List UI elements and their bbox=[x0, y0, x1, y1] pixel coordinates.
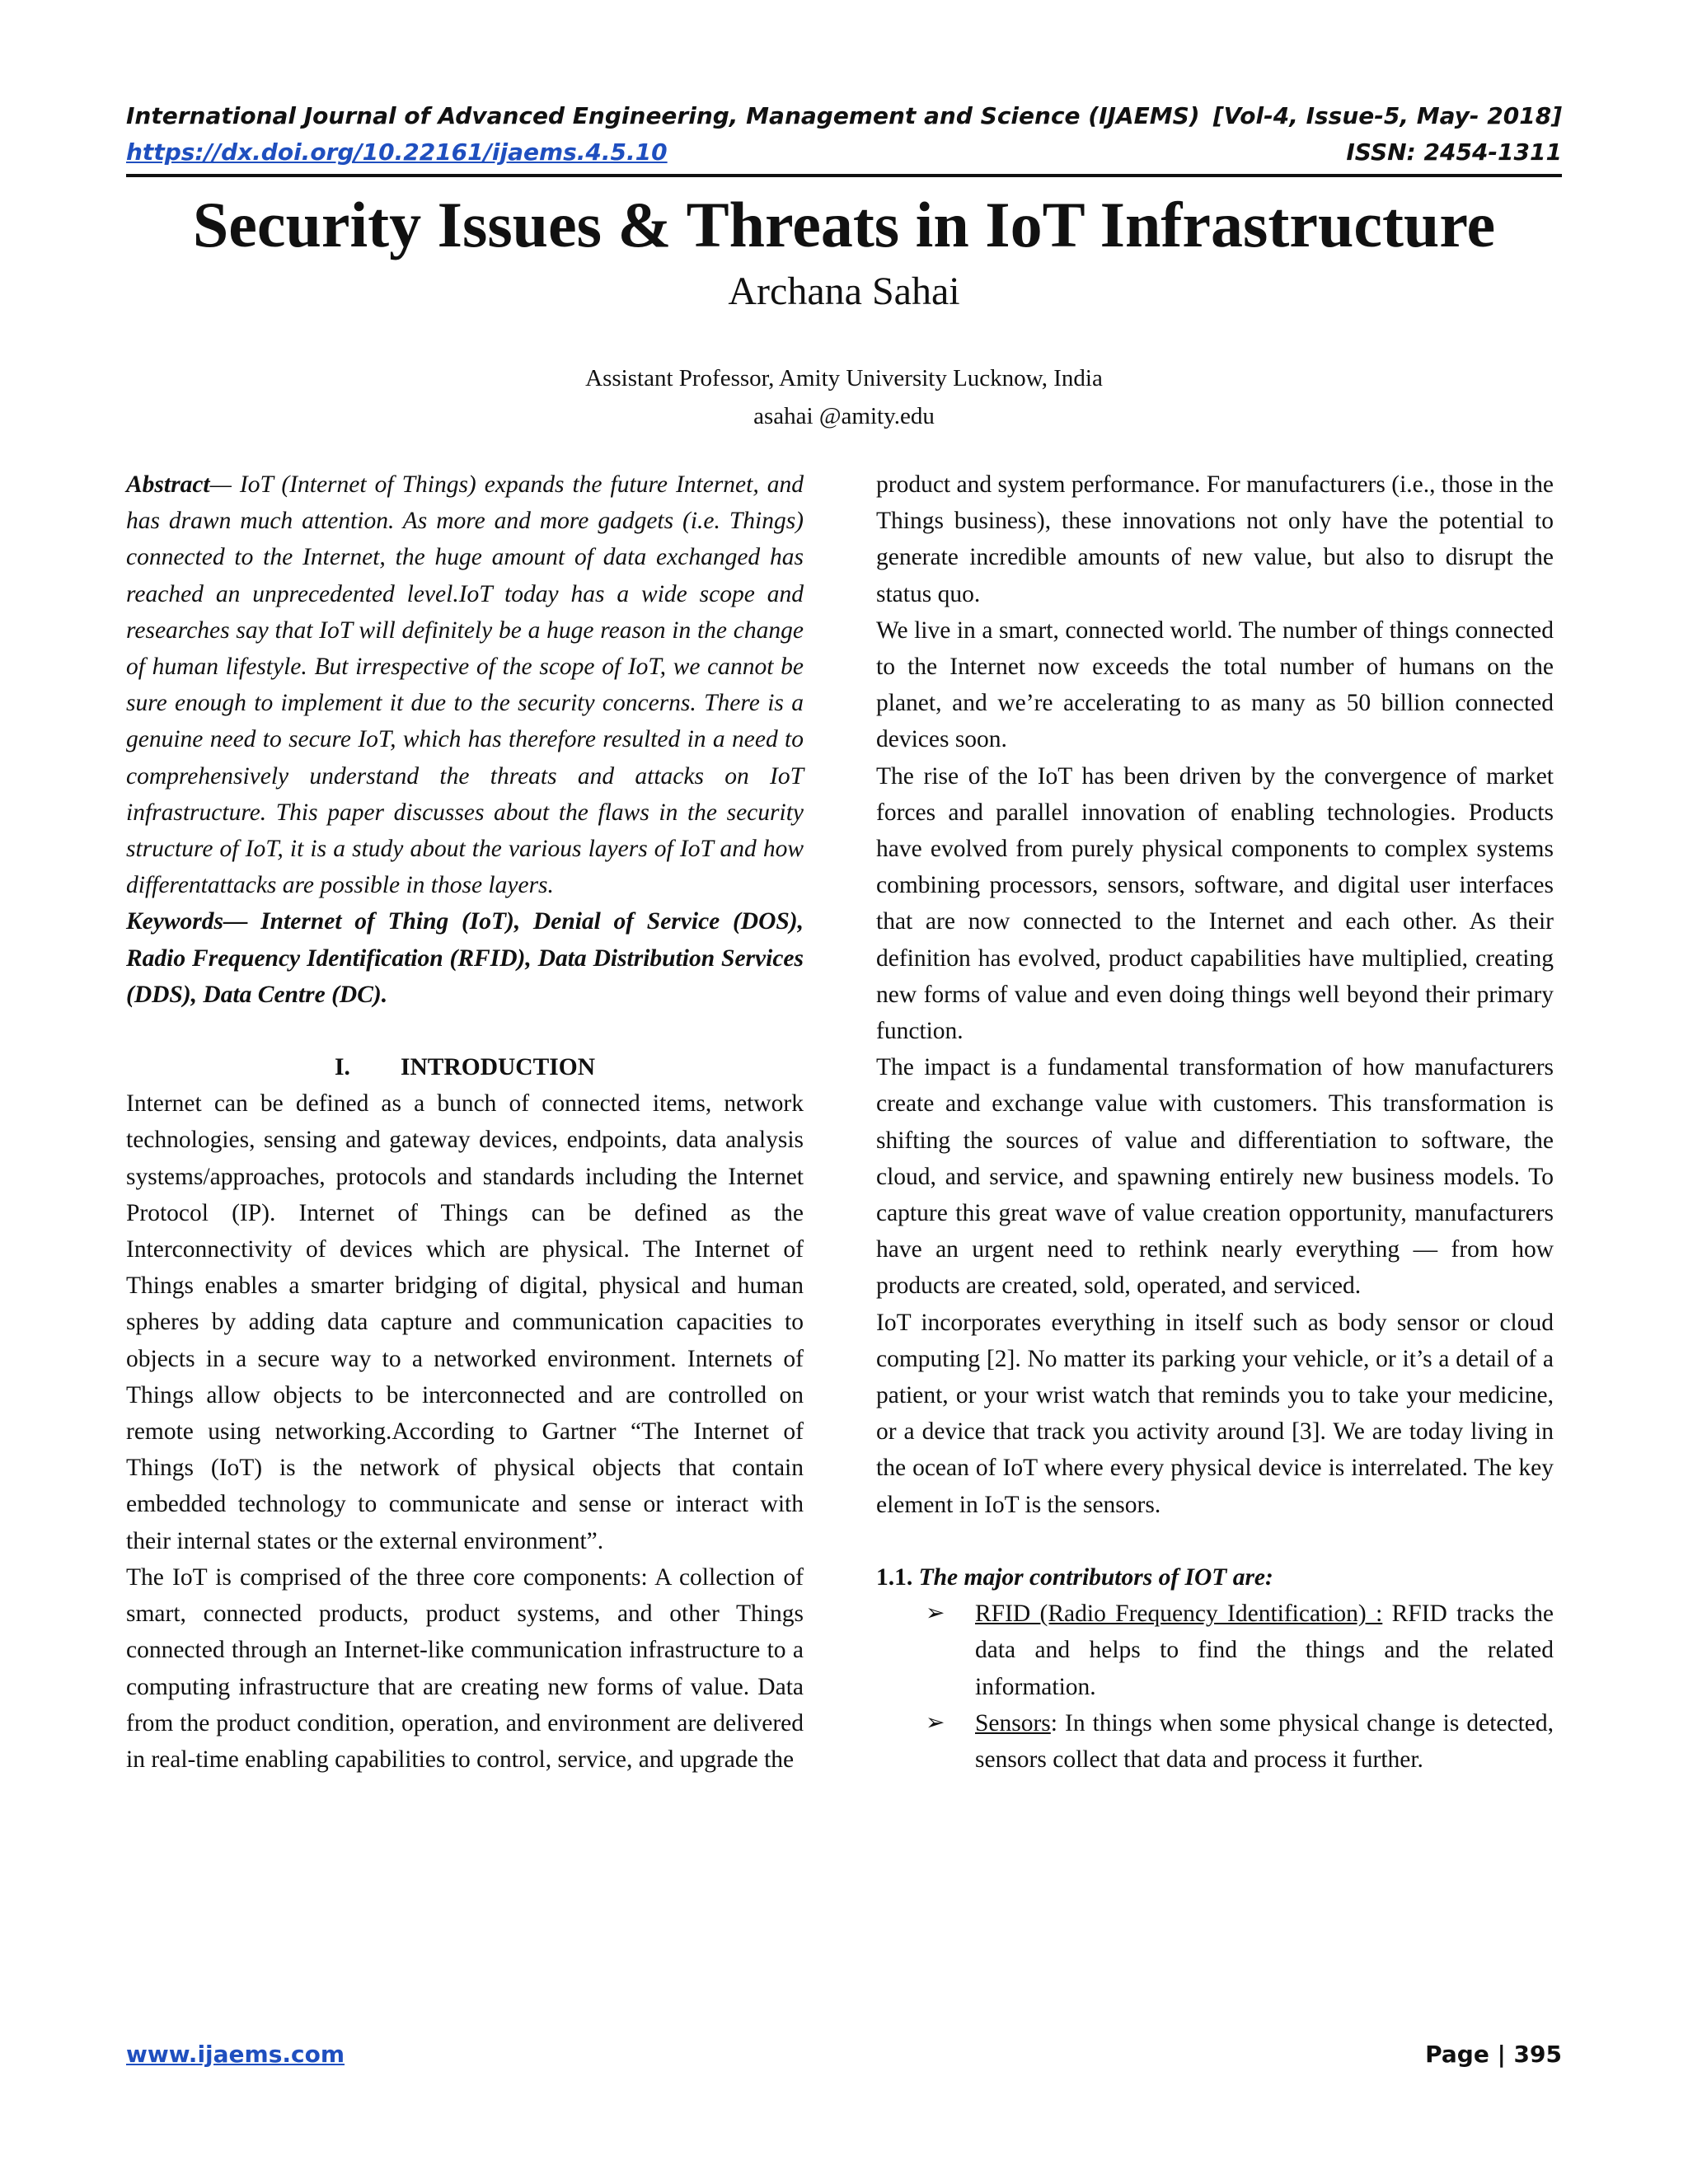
section-title: INTRODUCTION bbox=[400, 1054, 596, 1081]
subsection-heading bbox=[876, 1559, 1554, 1596]
affiliation: Assistant Professor, Amity University Lucknow, India bbox=[585, 365, 1103, 391]
list-item-text: : In things when some physical change is detected, sensors collect that data and process it further. bbox=[975, 1709, 1554, 1773]
left-column bbox=[126, 466, 804, 1778]
contributors-list bbox=[876, 1596, 1554, 1778]
issn: ISSN: 2454-1311 bbox=[1346, 138, 1562, 166]
body-paragraph: The rise of the IoT has been driven by the convergence of market forces and parallel innovation of enabling technologies. Products have evolved from purely physical components to complex systems combining processors, sensors, software, and digital user interfaces that are now connected to the Internet and each other. As their definition has evolved, product capabilities have multiplied, creating new forms of value and even doing things well beyond their primary function. bbox=[876, 762, 1554, 1045]
website-link[interactable]: www.ijaems.com bbox=[126, 2041, 345, 2068]
header-rule bbox=[126, 174, 1562, 177]
body-paragraph: We live in a smart, connected world. The number of things connected to the Internet now exceeds the total number of humans on the planet, and we’re accelerating to as many as 50 billion connected devices soon. bbox=[876, 616, 1554, 753]
arrow-bullet-icon: ➢ bbox=[926, 1601, 945, 1627]
list-item-text: RFID tracks the data and helps to find the things and the related information. bbox=[975, 1601, 1554, 1700]
keywords: Keywords— Internet of Thing (IoT), Denial of Service (DOS), Radio Frequency Identification (RFID), Data Distribution Services (DDS), Data Centre (DC). bbox=[126, 908, 804, 1008]
subsection-title: The major contributors of IOT are: bbox=[918, 1563, 1273, 1591]
section-heading-introduction bbox=[126, 1049, 804, 1085]
body-paragraph: The impact is a fundamental transformation of how manufacturers create and exchange value with customers. This transformation is shifting the sources of value and differentiation to software, the cloud, and service, and spawning entirely new business models. To capture this great wave of value creation opportunity, manufacturers have an urgent need to rethink nearly everything — from how products are created, sold, operated, and serviced. bbox=[876, 1054, 1554, 1300]
body-paragraph: IoT incorporates everything in itself such as body sensor or cloud computing [2]. No matter its parking your vehicle, or it’s a detail of a patient, or your wrist watch that reminds you to take your medicine, or a device that track you activity around [3]. We are today living in the ocean of IoT where every physical device is interrelated. The key element in IoT is the sensors. bbox=[876, 1309, 1554, 1518]
subsection-number: 1.1. bbox=[876, 1563, 913, 1591]
paper-title: Security Issues & Threats in IoT Infrastructure bbox=[192, 189, 1496, 260]
list-item bbox=[876, 1596, 1554, 1705]
page-number: Page | 395 bbox=[1425, 2041, 1562, 2068]
doi-link[interactable]: https://dx.doi.org/10.22161/ijaems.4.5.10 bbox=[126, 138, 668, 166]
page-footer bbox=[126, 2041, 1562, 2068]
author-name: Archana Sahai bbox=[728, 269, 960, 313]
section-number: I. bbox=[334, 1054, 350, 1081]
running-header bbox=[126, 102, 1562, 129]
intro-paragraph: The IoT is comprised of the three core components: A collection of smart, connected products, product systems, and other Things connected through an Internet-like communication infrastructure to a computing infrastructure that are creating new forms of value. Data from the product condition, operation, and environment are delivered in real-time enabling capabilities to control, service, and upgrade the bbox=[126, 1563, 804, 1773]
intro-paragraph: Internet can be defined as a bunch of connected items, network technologies, sensing and gateway devices, endpoints, data analysis systems/approaches, protocols and standards including the Internet Protocol (IP). Internet of Things can be defined as the Interconnectivity of devices which are physical. The Internet of Things enables a smarter bridging of digital, physical and human spheres by adding data capture and communication capacities to objects in a secure way to a networked environment. Internets of Things allow objects to be interconnected and are controlled on remote using networking.According to Gartner “The Internet of Things (IoT) is the network of physical objects that contain embedded technology to communicate and sense or interact with their internal states or the external environment”. bbox=[126, 1090, 804, 1554]
abstract-label: Abstract bbox=[126, 471, 210, 498]
list-item-term: Sensors bbox=[975, 1709, 1051, 1736]
body-paragraph: product and system performance. For manufacturers (i.e., those in the Things business), these innovations not only have the potential to generate incredible amounts of new value, but also to disrupt the status quo. bbox=[876, 471, 1554, 607]
arrow-bullet-icon: ➢ bbox=[926, 1709, 945, 1736]
right-column bbox=[876, 466, 1554, 1778]
author-affiliation-block bbox=[0, 359, 1688, 435]
author-email: asahai @amity.edu bbox=[753, 403, 935, 429]
abstract-text: — IoT (Internet of Things) expands the future Internet, and has drawn much attention. As more and more gadgets (i.e. Things) connected to the Internet, the huge amount of data exchanged has reached an unprecedented level.IoT today has a wide scope and researches say that IoT will definitely be a huge reason in the change of human lifestyle. But irrespective of the scope of IoT, we cannot be sure enough to implement it due to the security concerns. There is a genuine need to secure IoT, which has therefore resulted in a need to comprehensively understand the threats and attacks on IoT infrastructure. This paper discusses about the flaws in the security structure of IoT, it is a study about the various layers of IoT and how differentattacks are possible in those layers. bbox=[126, 471, 804, 899]
list-item bbox=[876, 1705, 1554, 1778]
volume-info: [Vol-4, Issue-5, May- 2018] bbox=[1212, 102, 1562, 129]
running-header-second-line bbox=[126, 138, 1562, 166]
journal-name: International Journal of Advanced Engineering, Management and Science (IJAEMS) bbox=[126, 102, 1200, 129]
abstract bbox=[126, 466, 804, 903]
list-item-term: RFID (Radio Frequency Identification) : bbox=[975, 1601, 1383, 1628]
